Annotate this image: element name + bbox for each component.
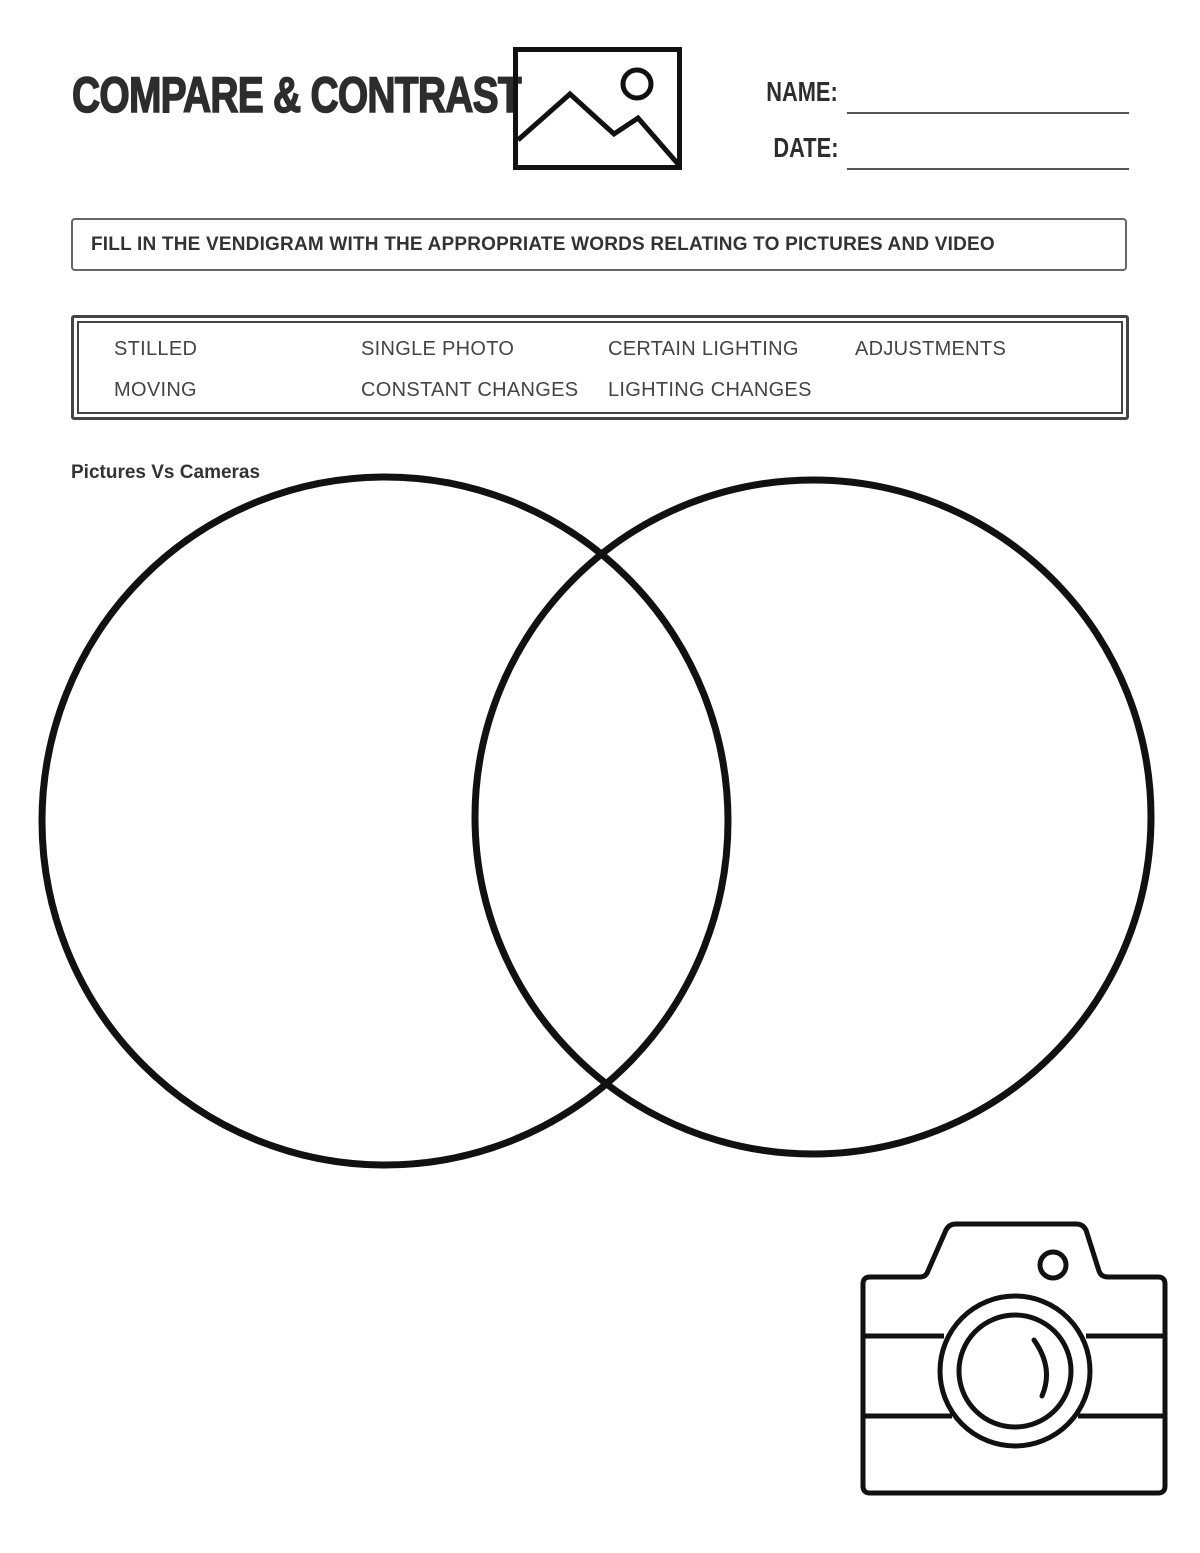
venn-left-circle[interactable] xyxy=(42,477,728,1165)
word-bank-item: ADJUSTMENTS xyxy=(855,338,1007,360)
word-bank-inner-border xyxy=(77,321,1123,414)
word-bank-item: STILLED xyxy=(114,338,198,360)
date-label: DATE: xyxy=(772,132,838,163)
date-field[interactable] xyxy=(847,168,1129,170)
image-placeholder-icon xyxy=(512,46,684,172)
diagram-caption: Pictures Vs Cameras xyxy=(71,462,261,483)
word-bank-item: CONSTANT CHANGES xyxy=(361,379,579,401)
name-field[interactable] xyxy=(847,112,1129,114)
instruction-box xyxy=(71,218,1127,271)
name-label: NAME: xyxy=(766,76,838,107)
venn-right-circle[interactable] xyxy=(475,480,1151,1154)
word-bank xyxy=(71,315,1129,420)
page-title: COMPARE & CONTRAST xyxy=(72,67,521,123)
word-bank-item: MOVING xyxy=(114,379,197,401)
word-bank-item: LIGHTING CHANGES xyxy=(608,379,812,401)
word-bank-item: CERTAIN LIGHTING xyxy=(608,338,799,360)
instruction-text: FILL IN THE VENDIGRAM WITH THE APPROPRIATE WORDS RELATING TO PICTURES AND VIDEO xyxy=(91,234,995,255)
camera-icon xyxy=(858,1220,1170,1498)
word-bank-item: SINGLE PHOTO xyxy=(361,338,515,360)
venn-diagram xyxy=(0,460,1200,1180)
